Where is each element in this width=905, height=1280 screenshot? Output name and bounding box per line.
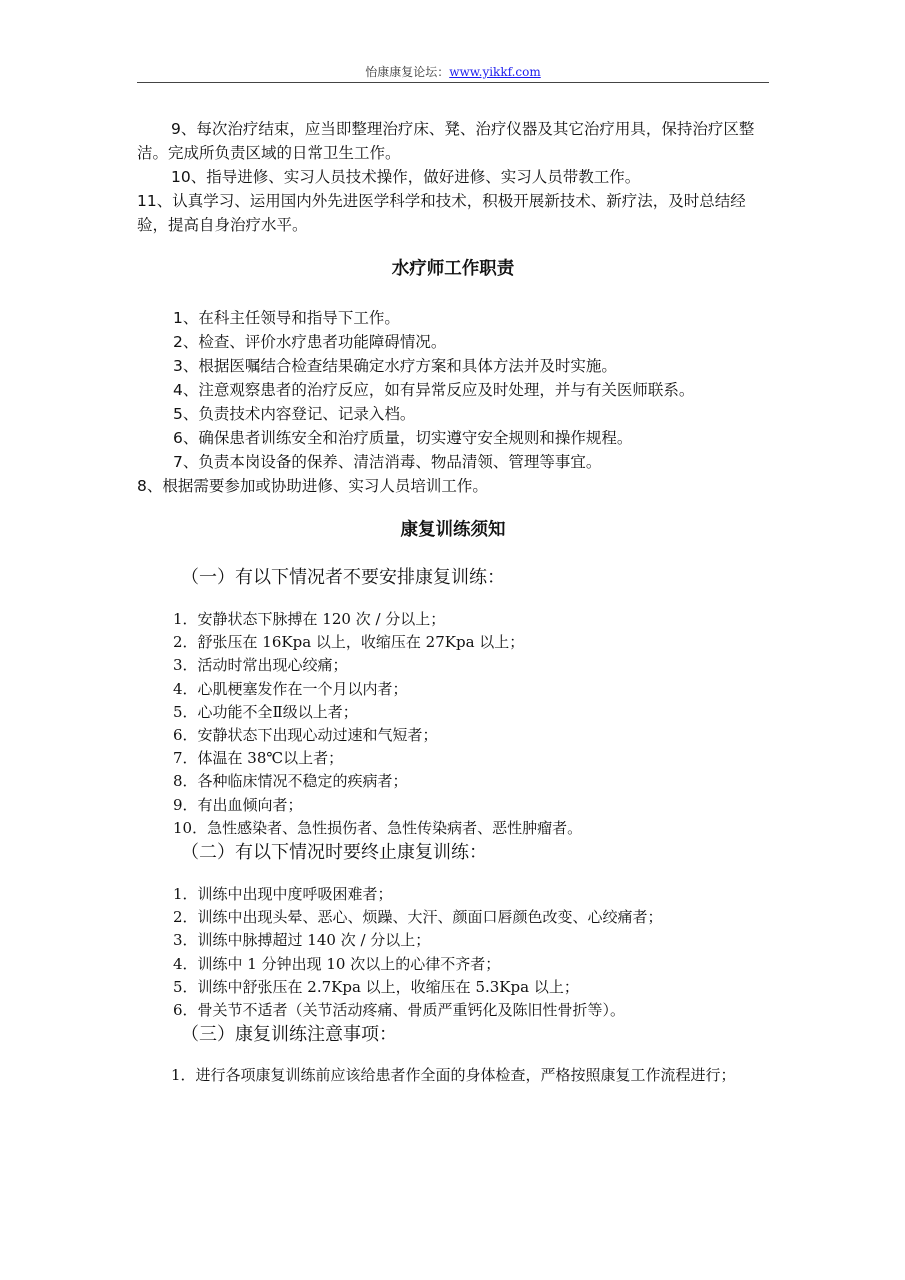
list-item: 3、根据医嘱结合检查结果确定水疗方案和具体方法并及时实施。 bbox=[173, 357, 617, 375]
document-body bbox=[137, 117, 769, 1087]
list-item: 4、注意观察患者的治疗反应，如有异常反应及时处理，并与有关医师联系。 bbox=[173, 381, 695, 399]
list-item: 4．训练中 1 分钟出现 10 次以上的心律不齐者； bbox=[173, 954, 501, 973]
list-item: 1、在科主任领导和指导下工作。 bbox=[173, 309, 400, 327]
intro-item-9: 9、每次治疗结束，应当即整理治疗床、凳、治疗仪器及其它治疗用具，保持治疗区整洁。完成所负责区域的日常卫生工作。 bbox=[137, 120, 755, 162]
subsection-title-stop-conditions: （二）有以下情况时要终止康复训练： bbox=[181, 842, 487, 864]
list-item: 3．活动时常出现心绞痛； bbox=[173, 656, 348, 675]
stop-conditions-list bbox=[137, 883, 769, 1022]
list-item: 6、确保患者训练安全和治疗质量，切实遵守安全规则和操作规程。 bbox=[173, 429, 633, 447]
subsection-title-contraindications: （一）有以下情况者不要安排康复训练： bbox=[181, 567, 505, 588]
list-item: 8．各种临床情况不稳定的疾病者； bbox=[173, 772, 408, 791]
list-item: 10．急性感染者、急性损伤者、急性传染病者、恶性肿瘤者。 bbox=[173, 818, 583, 837]
list-item: 9．有出血倾向者； bbox=[173, 795, 303, 814]
list-item: 7、负责本岗设备的保养、清洁消毒、物品清领、管理等事宜。 bbox=[173, 453, 602, 471]
list-item: 2．舒张压在 16Kpa 以上，收缩压在 27Kpa 以上； bbox=[173, 633, 525, 652]
contraindications-list bbox=[137, 608, 769, 840]
subsection-title-precautions: （三）康复训练注意事项： bbox=[181, 1024, 397, 1046]
intro-item-10: 10、指导进修、实习人员技术操作，做好进修、实习人员带教工作。 bbox=[171, 168, 641, 186]
intro-item-11: 11、认真学习、运用国内外先进医学科学和技术，积极开展新技术、新疗法，及时总结经验，提高自身治疗水平。 bbox=[137, 192, 746, 234]
list-item: 8、根据需要参加或协助进修、实习人员培训工作。 bbox=[137, 477, 488, 495]
site-link[interactable]: www.yikkf.com bbox=[449, 65, 541, 79]
site-label: 怡康康复论坛： bbox=[365, 65, 450, 79]
list-item: 3．训练中脉搏超过 140 次 / 分以上； bbox=[173, 931, 431, 950]
list-item: 5、负责技术内容登记、记录入档。 bbox=[173, 405, 416, 423]
section-title-rehab: 康复训练须知 bbox=[400, 520, 506, 540]
intro-list bbox=[137, 117, 769, 237]
list-item: 1．安静状态下脉搏在 120 次 / 分以上； bbox=[173, 610, 446, 628]
list-item: 6．安静状态下出现心动过速和气短者； bbox=[173, 726, 438, 745]
list-item: 6．骨关节不适者（关节活动疼痛、骨质严重钙化及陈旧性骨折等）。 bbox=[173, 1001, 626, 1020]
list-item: 1．训练中出现中度呼吸困难者； bbox=[173, 885, 393, 904]
list-item: 7．体温在 38℃以上者； bbox=[173, 749, 344, 768]
list-item: 4．心肌梗塞发作在一个月以内者； bbox=[173, 679, 408, 698]
list-item: 2、检查、评价水疗患者功能障碍情况。 bbox=[173, 333, 447, 351]
list-item: 5．心功能不全Ⅱ级以上者； bbox=[173, 702, 358, 721]
hydro-duties-list bbox=[137, 306, 769, 498]
list-item: 5．训练中舒张压在 2.7Kpa 以上，收缩压在 5.3Kpa 以上； bbox=[173, 977, 579, 996]
section-title-hydrotherapist: 水疗师工作职责 bbox=[391, 259, 515, 279]
list-item: 1．进行各项康复训练前应该给患者作全面的身体检查，严格按照康复工作流程进行； bbox=[171, 1066, 736, 1085]
precautions-list bbox=[137, 1064, 769, 1087]
page-header bbox=[137, 63, 769, 80]
header-divider bbox=[137, 82, 769, 83]
list-item: 2．训练中出现头晕、恶心、烦躁、大汗、颜面口唇颜色改变、心绞痛者； bbox=[173, 908, 663, 927]
